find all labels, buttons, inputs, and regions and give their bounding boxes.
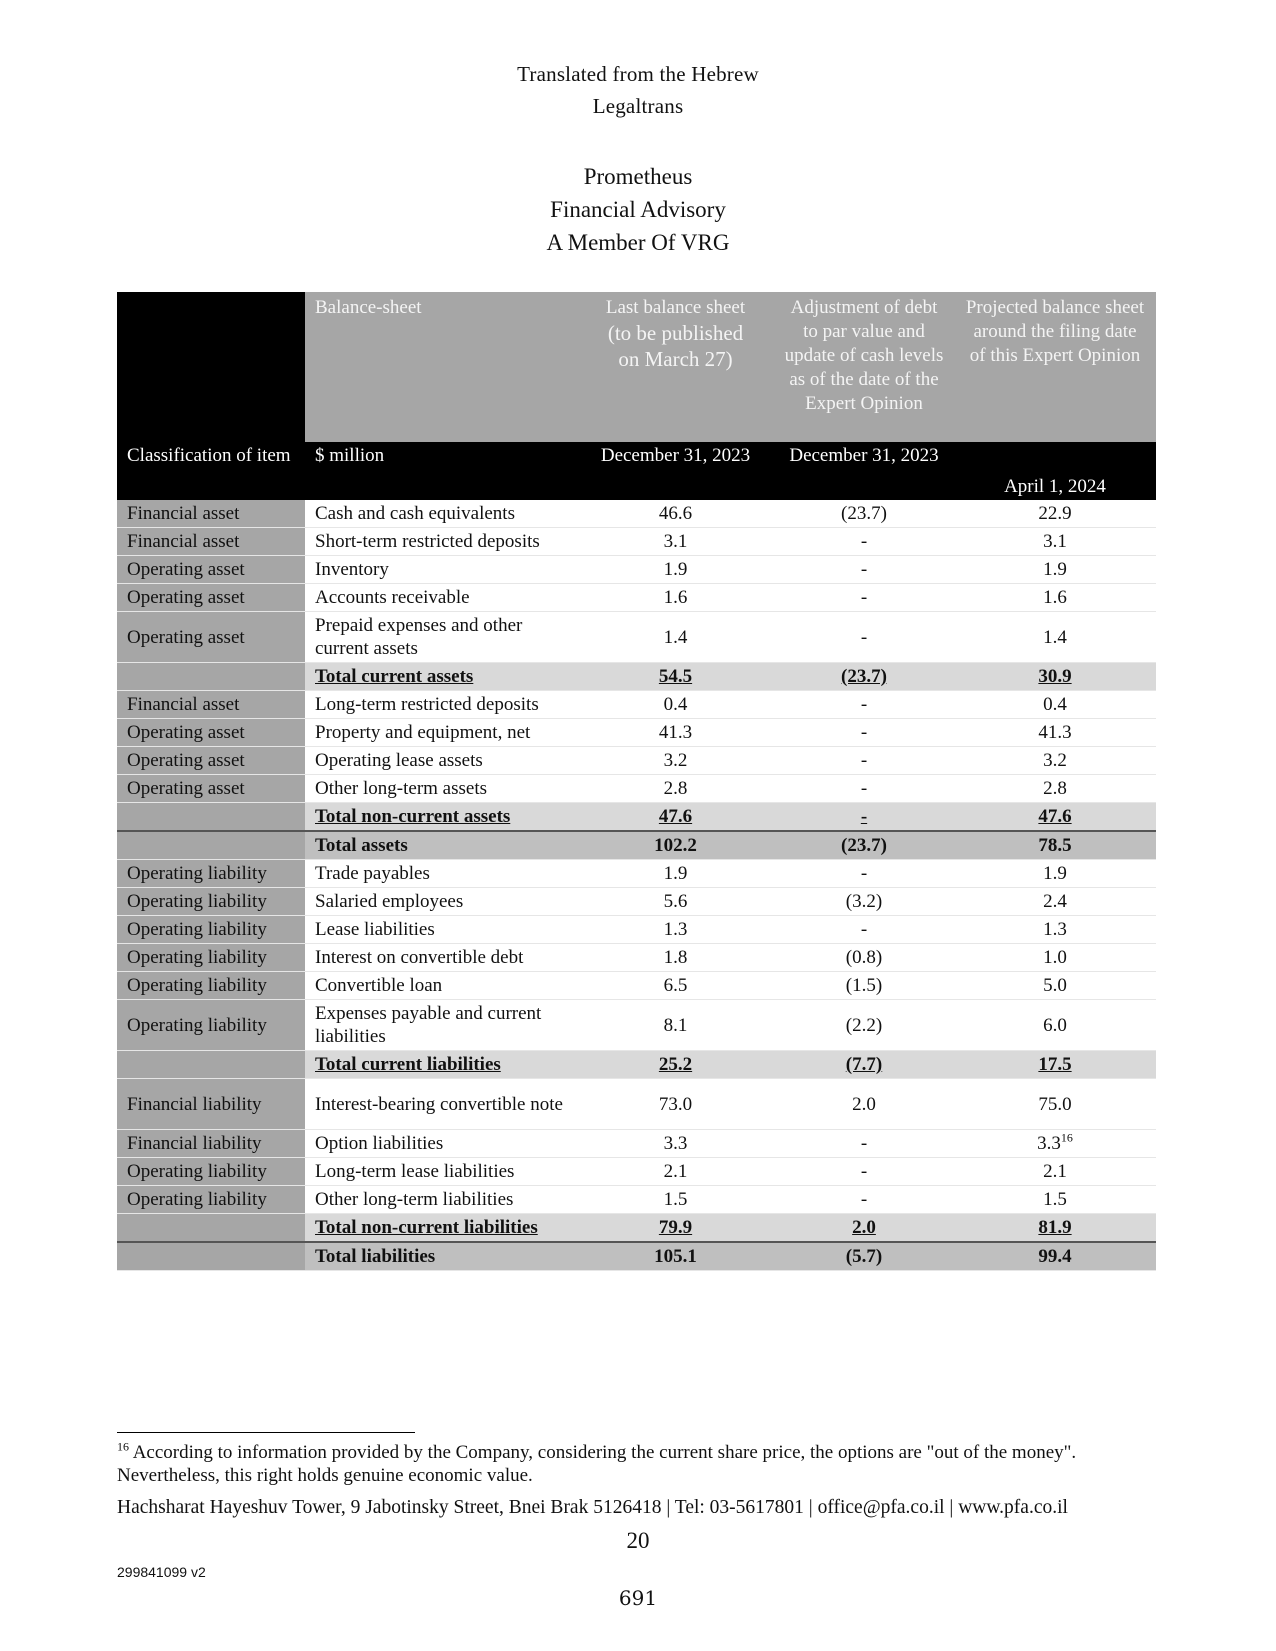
last-balance-value-text: 1.9 (663, 559, 688, 580)
translated-from-line: Translated from the Hebrew (517, 62, 759, 86)
bates-number: 691 (618, 1586, 658, 1610)
last-balance-value (577, 691, 774, 719)
projected-value (954, 775, 1156, 803)
line-item-cell (305, 831, 577, 860)
projected-value-text: 47.6 (1038, 806, 1072, 827)
projected-value-text: 3.2 (1043, 750, 1067, 771)
adjustment-value (774, 1130, 954, 1158)
table-row (117, 972, 1156, 1000)
adjustment-value-text: - (860, 587, 868, 608)
last-balance-value-text: 0.4 (663, 694, 688, 715)
adjustment-value-text: - (860, 694, 868, 715)
firm-name: Prometheus (583, 164, 693, 189)
last-balance-value-text: 102.2 (654, 835, 697, 856)
classification-cell (117, 916, 305, 944)
footnote-reference: 16 (1060, 1130, 1073, 1145)
classification-cell-text: Operating asset (127, 559, 245, 580)
header-last-balance-line1: Last balance sheet (605, 297, 746, 318)
line-item-cell (305, 1000, 577, 1051)
footnote-16 (117, 1441, 1177, 1487)
table-row (117, 1000, 1156, 1051)
table-row (117, 691, 1156, 719)
table-row (117, 747, 1156, 775)
line-item-cell-text: Inventory (315, 559, 389, 580)
projected-value (954, 719, 1156, 747)
adjustment-value-text: (23.7) (841, 835, 887, 856)
adjustment-value-text: - (860, 750, 868, 771)
projected-value-text: 75.0 (1038, 1093, 1072, 1115)
projected-value-text: 0.4 (1043, 694, 1067, 715)
classification-cell (117, 1242, 305, 1271)
adjustment-value (774, 747, 954, 775)
last-balance-value-text: 25.2 (658, 1054, 693, 1075)
classification-cell-text: Financial asset (127, 503, 240, 524)
projected-value-text: 1.6 (1043, 587, 1067, 608)
last-balance-value (577, 888, 774, 916)
footnote-text: According to information provided by the Company, considering the current share price, the options are "out of the money". Nevertheless, this right holds genuine economic value. (117, 1442, 1077, 1486)
projected-value (954, 1186, 1156, 1214)
classification-cell (117, 500, 305, 528)
line-item-cell-text: Prepaid expenses and other current assets (315, 615, 523, 659)
last-balance-value-text: 1.9 (663, 863, 688, 884)
line-item-cell (305, 888, 577, 916)
line-item-cell (305, 803, 577, 832)
adjustment-value-text: - (860, 1133, 868, 1154)
projected-value (954, 1051, 1156, 1079)
projected-value (954, 556, 1156, 584)
classification-cell-text: Financial liability (127, 1133, 262, 1154)
last-balance-value (577, 775, 774, 803)
classification-cell-text: Operating liability (127, 1189, 267, 1210)
adjustment-value-text: (5.7) (845, 1246, 883, 1267)
projected-value-text: 81.9 (1038, 1217, 1072, 1238)
adjustment-value (774, 831, 954, 860)
adjustment-value (774, 1186, 954, 1214)
adjustment-value-text: 2.0 (852, 1093, 876, 1115)
classification-cell (117, 528, 305, 556)
header-projected: Projected balance sheet around the filing date of this Expert Opinion (954, 292, 1156, 442)
adjustment-value-text: (3.2) (845, 891, 883, 912)
projected-value-text: 6.0 (1043, 1014, 1067, 1036)
line-item-cell (305, 1214, 577, 1243)
adjustment-value-text: - (860, 626, 868, 648)
line-item-cell-text: Total liabilities (315, 1246, 436, 1267)
classification-cell (117, 831, 305, 860)
last-balance-value (577, 612, 774, 663)
firm-membership: A Member Of VRG (546, 230, 730, 255)
adjustment-value-text: - (860, 531, 868, 552)
adjustment-value-text: - (860, 559, 868, 580)
table-row (117, 719, 1156, 747)
table-row (117, 612, 1156, 663)
line-item-cell-text: Interest on convertible debt (315, 947, 524, 968)
projected-value-text: 2.4 (1043, 891, 1067, 912)
line-item-cell (305, 747, 577, 775)
projected-value (954, 1214, 1156, 1243)
projected-value (954, 916, 1156, 944)
adjustment-value (774, 1079, 954, 1130)
line-item-cell (305, 663, 577, 691)
classification-cell (117, 972, 305, 1000)
line-item-cell (305, 775, 577, 803)
line-item-cell (305, 584, 577, 612)
header-last-balance-line3: on March 27) (618, 347, 733, 371)
classification-cell-text: Financial asset (127, 694, 240, 715)
footnote-marker: 16 (117, 1439, 129, 1454)
line-item-cell-text: Lease liabilities (315, 919, 435, 940)
line-item-cell-text: Other long-term liabilities (315, 1189, 514, 1210)
table-row (117, 528, 1156, 556)
last-balance-value (577, 663, 774, 691)
page-number: 20 (626, 1528, 650, 1553)
document-id: 299841099 v2 (117, 1564, 206, 1580)
classification-cell-text: Operating liability (127, 1014, 267, 1036)
last-balance-value (577, 1214, 774, 1243)
last-balance-value-text: 105.1 (654, 1246, 697, 1267)
adjustment-value-text: (23.7) (841, 503, 887, 524)
projected-value (954, 500, 1156, 528)
last-balance-value-text: 1.5 (663, 1189, 688, 1210)
classification-cell (117, 719, 305, 747)
line-item-cell (305, 1186, 577, 1214)
header-adjustment: Adjustment of debt to par value and update of cash levels as of the date of the Expert Opinion (774, 292, 954, 442)
table-row (117, 1079, 1156, 1130)
last-balance-value-text: 2.8 (663, 778, 688, 799)
adjustment-value-text: - (860, 1189, 868, 1210)
adjustment-value (774, 691, 954, 719)
last-balance-value (577, 860, 774, 888)
classification-cell-text: Operating asset (127, 587, 245, 608)
classification-cell (117, 1000, 305, 1051)
projected-value-text: 3.1 (1043, 531, 1067, 552)
header-date-adjustment: December 31, 2023 (774, 442, 954, 500)
line-item-cell (305, 719, 577, 747)
line-item-cell-text: Trade payables (315, 863, 430, 884)
line-item-cell-text: Total current liabilities (315, 1054, 501, 1075)
line-item-cell (305, 528, 577, 556)
line-item-cell-text: Salaried employees (315, 891, 464, 912)
projected-value (954, 803, 1156, 832)
table-row (117, 500, 1156, 528)
line-item-cell (305, 1079, 577, 1130)
classification-cell (117, 860, 305, 888)
last-balance-value (577, 1051, 774, 1079)
last-balance-value-text: 54.5 (658, 666, 693, 687)
line-item-cell (305, 556, 577, 584)
last-balance-value-text: 1.8 (663, 947, 688, 968)
classification-cell (117, 663, 305, 691)
line-item-cell (305, 691, 577, 719)
line-item-cell (305, 1158, 577, 1186)
last-balance-value (577, 528, 774, 556)
classification-cell (117, 775, 305, 803)
last-balance-value-text: 46.6 (658, 503, 693, 524)
projected-value (954, 1158, 1156, 1186)
adjustment-value-text: - (860, 919, 868, 940)
adjustment-value (774, 1051, 954, 1079)
line-item-cell-text: Interest-bearing convertible note (315, 1093, 563, 1115)
firm-subtitle: Financial Advisory (550, 197, 726, 222)
table-row (117, 1051, 1156, 1079)
line-item-cell-text: Operating lease assets (315, 750, 483, 771)
adjustment-value-text: (2.2) (845, 1014, 883, 1036)
projected-value-text: 1.3 (1043, 919, 1067, 940)
last-balance-value (577, 1000, 774, 1051)
line-item-cell-text: Short-term restricted deposits (315, 531, 540, 552)
classification-cell (117, 944, 305, 972)
adjustment-value (774, 584, 954, 612)
classification-cell (117, 747, 305, 775)
classification-cell-text: Financial asset (127, 531, 240, 552)
header-classification: Classification of item (117, 442, 305, 500)
projected-value (954, 831, 1156, 860)
classification-cell (117, 1051, 305, 1079)
adjustment-value (774, 775, 954, 803)
adjustment-value (774, 944, 954, 972)
last-balance-value-text: 73.0 (658, 1093, 693, 1115)
last-balance-value-text: 3.3 (663, 1133, 688, 1154)
projected-value (954, 1000, 1156, 1051)
table-row (117, 1130, 1156, 1158)
last-balance-value-text: 3.1 (663, 531, 688, 552)
adjustment-value-text: (7.7) (845, 1054, 883, 1075)
last-balance-value (577, 803, 774, 832)
line-item-cell (305, 944, 577, 972)
classification-cell-text: Operating asset (127, 626, 245, 648)
last-balance-value (577, 944, 774, 972)
line-item-cell (305, 860, 577, 888)
last-balance-value (577, 1130, 774, 1158)
projected-value-text: 22.9 (1038, 503, 1072, 524)
adjustment-value (774, 1158, 954, 1186)
projected-value-text: 78.5 (1038, 835, 1072, 856)
classification-cell (117, 803, 305, 832)
adjustment-value-text: - (860, 722, 868, 743)
table-row (117, 944, 1156, 972)
last-balance-value (577, 916, 774, 944)
line-item-cell-text: Expenses payable and current liabilities (315, 1003, 542, 1047)
adjustment-value (774, 1214, 954, 1243)
projected-value-text: 1.4 (1043, 626, 1067, 648)
projected-value (954, 528, 1156, 556)
adjustment-value-text: - (860, 778, 868, 799)
classification-cell (117, 1130, 305, 1158)
projected-value (954, 860, 1156, 888)
last-balance-value (577, 500, 774, 528)
adjustment-value (774, 528, 954, 556)
projected-value-text: 3.3 (1037, 1133, 1061, 1154)
adjustment-value-text: (1.5) (845, 975, 883, 996)
projected-value (954, 888, 1156, 916)
table-row (117, 860, 1156, 888)
table-row (117, 1214, 1156, 1243)
last-balance-value-text: 41.3 (658, 722, 693, 743)
projected-value (954, 944, 1156, 972)
adjustment-value (774, 1242, 954, 1271)
projected-value-text: 2.8 (1043, 778, 1067, 799)
projected-value-text: 99.4 (1038, 1246, 1072, 1267)
projected-value (954, 612, 1156, 663)
header-unit: $ million (305, 442, 577, 500)
adjustment-value-text: - (860, 863, 868, 884)
classification-cell-text: Operating liability (127, 947, 267, 968)
adjustment-value (774, 663, 954, 691)
classification-cell (117, 888, 305, 916)
line-item-cell-text: Property and equipment, net (315, 722, 531, 743)
table-row (117, 1242, 1156, 1271)
last-balance-value-text: 5.6 (663, 891, 688, 912)
table-row (117, 1186, 1156, 1214)
adjustment-value (774, 612, 954, 663)
adjustment-value-text: - (860, 806, 868, 827)
table-row (117, 916, 1156, 944)
line-item-cell (305, 1242, 577, 1271)
projected-value (954, 584, 1156, 612)
adjustment-value (774, 1000, 954, 1051)
line-item-cell-text: Convertible loan (315, 975, 443, 996)
last-balance-value (577, 584, 774, 612)
header-last-balance-line2: (to be published (607, 321, 744, 345)
classification-cell-text: Operating liability (127, 891, 267, 912)
classification-cell-text: Operating asset (127, 750, 245, 771)
table-row (117, 775, 1156, 803)
last-balance-value-text: 2.1 (663, 1161, 688, 1182)
table-header-row (117, 292, 1156, 442)
classification-cell-text: Operating liability (127, 1161, 267, 1182)
classification-cell (117, 691, 305, 719)
table-row (117, 584, 1156, 612)
classification-cell-text: Operating liability (127, 919, 267, 940)
last-balance-value (577, 831, 774, 860)
line-item-cell-text: Total non-current liabilities (315, 1217, 538, 1238)
projected-value (954, 747, 1156, 775)
header-balance-sheet: Balance-sheet (305, 292, 577, 442)
line-item-cell-text: Option liabilities (315, 1133, 444, 1154)
last-balance-value-text: 1.6 (663, 587, 688, 608)
projected-value (954, 1079, 1156, 1130)
adjustment-value-text: (0.8) (845, 947, 883, 968)
line-item-cell-text: Total non-current assets (315, 806, 511, 827)
projected-value (954, 1130, 1156, 1158)
line-item-cell (305, 612, 577, 663)
table-row (117, 803, 1156, 832)
classification-cell (117, 556, 305, 584)
header-last-balance-sheet (577, 292, 774, 442)
line-item-cell-text: Long-term restricted deposits (315, 694, 539, 715)
last-balance-value (577, 1158, 774, 1186)
projected-value-text: 41.3 (1038, 722, 1072, 743)
last-balance-value-text: 47.6 (658, 806, 693, 827)
projected-value-text: 1.5 (1043, 1189, 1067, 1210)
classification-cell-text: Operating asset (127, 778, 245, 799)
projected-value (954, 972, 1156, 1000)
classification-cell (117, 1186, 305, 1214)
line-item-cell-text: Other long-term assets (315, 778, 488, 799)
table-row (117, 831, 1156, 860)
line-item-cell-text: Accounts receivable (315, 587, 470, 608)
projected-value-text: 1.9 (1043, 559, 1067, 580)
adjustment-value (774, 860, 954, 888)
translator-name: Legaltrans (592, 94, 684, 118)
adjustment-value (774, 719, 954, 747)
table-row (117, 888, 1156, 916)
adjustment-value-text: - (860, 1161, 868, 1182)
line-item-cell (305, 1051, 577, 1079)
balance-sheet-table (117, 292, 1156, 1271)
projected-value-text: 30.9 (1038, 666, 1072, 687)
projected-value-text: 5.0 (1043, 975, 1067, 996)
last-balance-value (577, 719, 774, 747)
projected-value (954, 663, 1156, 691)
footnote-separator (117, 1432, 415, 1433)
adjustment-value (774, 500, 954, 528)
projected-value-text: 2.1 (1043, 1161, 1067, 1182)
adjustment-value (774, 803, 954, 832)
line-item-cell (305, 972, 577, 1000)
line-item-cell (305, 1130, 577, 1158)
line-item-cell (305, 500, 577, 528)
classification-cell-text: Operating liability (127, 863, 267, 884)
header-blank-cell (117, 292, 305, 442)
last-balance-value-text: 8.1 (663, 1014, 688, 1036)
table-date-row (117, 442, 1156, 500)
last-balance-value-text: 1.3 (663, 919, 688, 940)
classification-cell-text: Operating liability (127, 975, 267, 996)
last-balance-value (577, 1186, 774, 1214)
last-balance-value (577, 972, 774, 1000)
header-date-last: December 31, 2023 (577, 442, 774, 500)
last-balance-value (577, 1079, 774, 1130)
table-row (117, 663, 1156, 691)
line-item-cell-text: Cash and cash equivalents (315, 503, 515, 524)
projected-value-text: 1.0 (1043, 947, 1067, 968)
table-row (117, 1158, 1156, 1186)
last-balance-value (577, 1242, 774, 1271)
last-balance-value-text: 79.9 (658, 1217, 693, 1238)
last-balance-value-text: 6.5 (663, 975, 688, 996)
table-row (117, 556, 1156, 584)
footer-address: Hachsharat Hayeshuv Tower, 9 Jabotinsky Street, Bnei Brak 5126418 | Tel: 03-5617801 | office@pfa.co.il | www.pfa.co.il (117, 1497, 1068, 1518)
line-item-cell (305, 916, 577, 944)
projected-value (954, 691, 1156, 719)
classification-cell (117, 1214, 305, 1243)
classification-cell-text: Operating asset (127, 722, 245, 743)
line-item-cell-text: Long-term lease liabilities (315, 1161, 515, 1182)
line-item-cell-text: Total assets (315, 835, 408, 856)
adjustment-value-text: 2.0 (852, 1217, 876, 1238)
projected-value-text: 1.9 (1043, 863, 1067, 884)
classification-cell (117, 584, 305, 612)
projected-value (954, 1242, 1156, 1271)
adjustment-value (774, 888, 954, 916)
last-balance-value-text: 1.4 (663, 626, 688, 648)
last-balance-value (577, 747, 774, 775)
projected-value-text: 17.5 (1038, 1054, 1072, 1075)
adjustment-value-text: (23.7) (841, 666, 887, 687)
last-balance-value (577, 556, 774, 584)
header-date-projected: April 1, 2024 (954, 442, 1156, 500)
line-item-cell-text: Total current assets (315, 666, 474, 687)
adjustment-value (774, 972, 954, 1000)
classification-cell (117, 1079, 305, 1130)
adjustment-value (774, 556, 954, 584)
adjustment-value (774, 916, 954, 944)
last-balance-value-text: 3.2 (663, 750, 688, 771)
classification-cell (117, 1158, 305, 1186)
classification-cell-text: Financial liability (127, 1093, 262, 1115)
classification-cell (117, 612, 305, 663)
